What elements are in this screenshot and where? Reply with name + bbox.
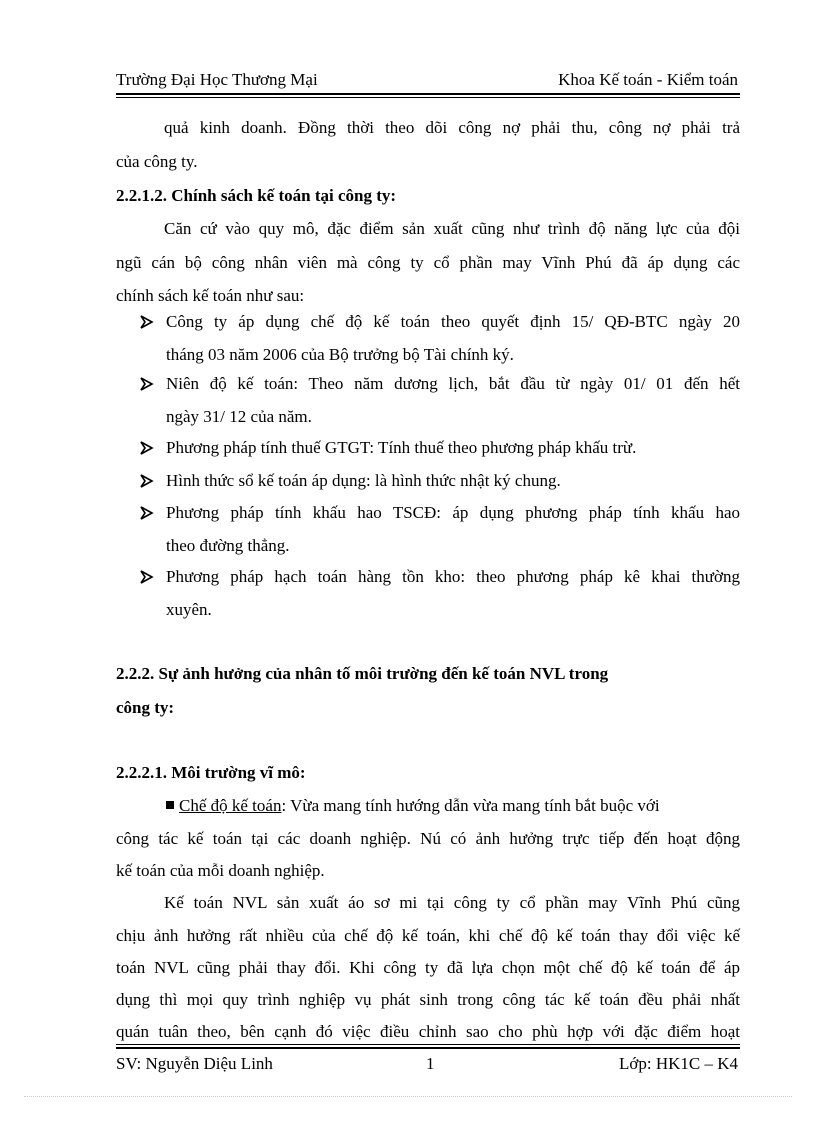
bullet-item-line: Phương pháp tính thuế GTGT: Tính thuế theo phương pháp khấu trừ.	[166, 438, 637, 457]
bullet-item-line: ngày 31/ 12 của năm.	[166, 407, 312, 426]
footer-student: SV: Nguyễn Diệu Linh	[116, 1054, 273, 1073]
bullet-item-line: theo đường thẳng.	[166, 536, 290, 555]
arrow-bullet-icon	[139, 312, 155, 332]
header-rule-thick	[116, 93, 740, 95]
header-faculty: Khoa Kế toán - Kiểm toán	[558, 70, 738, 89]
bullet-item-line: tháng 03 năm 2006 của Bộ trưởng bộ Tài chính ký.	[166, 345, 514, 364]
section-heading-2-2-2: 2.2.2. Sự ảnh hưởng của nhân tố môi trường đến kế toán NVL trong	[116, 664, 609, 683]
page-footer	[116, 1054, 740, 1074]
paragraph-line: kế toán của mỗi doanh nghiệp.	[116, 861, 325, 880]
bullet-item-line: Công ty áp dụng chế độ kế toán theo quyết định 15/ QĐ-BTC ngày 20	[166, 312, 740, 331]
section-heading-2-2-1-2: 2.2.1.2. Chính sách kế toán tại công ty:	[116, 186, 397, 205]
page-bottom-edge	[24, 1096, 792, 1097]
paragraph-line: công tác kế toán tại các doanh nghiệp. Nú có ảnh hưởng trực tiếp đến hoạt động	[116, 829, 740, 848]
bullet-item-line: Niên độ kế toán: Theo năm dương lịch, bắt đầu từ ngày 01/ 01 đến hết	[166, 374, 740, 393]
paragraph-line	[166, 796, 740, 816]
paragraph-line: Kế toán NVL sản xuất áo sơ mi tại công ty cổ phần may Vĩnh Phú cũng	[164, 893, 740, 912]
page-header	[116, 70, 740, 90]
square-bullet-icon	[166, 801, 174, 809]
section-heading-2-2-2-cont: công ty:	[116, 698, 175, 717]
footer-rule-thin	[116, 1044, 740, 1045]
bullet-item-line: Phương pháp hạch toán hàng tồn kho: theo phương pháp kê khai thường	[166, 567, 740, 586]
arrow-bullet-icon	[139, 567, 155, 587]
paragraph-line: toán NVL cũng phải thay đổi. Khi công ty đã lựa chọn một chế độ kế toán để áp	[116, 958, 740, 977]
paragraph-line: quán tuân theo, bên cạnh đó việc điều chỉnh sao cho phù hợp với đặc điểm hoạt	[116, 1022, 740, 1041]
arrow-bullet-icon	[139, 503, 155, 523]
term-che-do-ke-toan: Chế độ kế toán	[179, 796, 282, 815]
bullet-item-line: xuyên.	[166, 600, 212, 619]
term-definition: : Vừa mang tính hướng dẫn vừa mang tính bắt buộc với	[281, 796, 660, 815]
paragraph-line: ngũ cán bộ công nhân viên mà công ty cổ phần may Vĩnh Phú đã áp dụng các	[116, 253, 740, 272]
paragraph-line: dụng thì mọi quy trình nghiệp vụ phát sinh trong công tác kế toán đều phải nhất	[116, 990, 740, 1009]
bullet-item-line: Hình thức sổ kế toán áp dụng: là hình thức nhật ký chung.	[166, 471, 561, 490]
term-label	[166, 796, 660, 816]
footer-rule-thick	[116, 1047, 740, 1049]
header-rule-thin	[116, 97, 740, 98]
page-number: 1	[426, 1054, 435, 1073]
arrow-bullet-icon	[139, 438, 155, 458]
paragraph-line: của công ty.	[116, 152, 198, 171]
paragraph-line: chịu ảnh hưởng rất nhiều của chế độ kế toán, khi chế độ kế toán thay đổi việc kế	[116, 926, 740, 945]
paragraph-line: Căn cứ vào quy mô, đặc điểm sản xuất cũng như trình độ năng lực của đội	[164, 219, 740, 238]
arrow-bullet-icon	[139, 471, 155, 491]
paragraph-line: chính sách kế toán như sau:	[116, 286, 305, 305]
arrow-bullet-icon	[139, 374, 155, 394]
paragraph-line: quả kinh doanh. Đồng thời theo dõi công nợ phải thu, công nợ phải trả	[164, 118, 740, 137]
header-university: Trường Đại Học Thương Mại	[116, 70, 318, 89]
footer-class: Lớp: HK1C – K4	[618, 1054, 738, 1073]
bullet-item-line: Phương pháp tính khấu hao TSCĐ: áp dụng phương pháp tính khấu hao	[166, 503, 740, 522]
section-heading-2-2-2-1: 2.2.2.1. Môi trường vĩ mô:	[116, 763, 306, 782]
